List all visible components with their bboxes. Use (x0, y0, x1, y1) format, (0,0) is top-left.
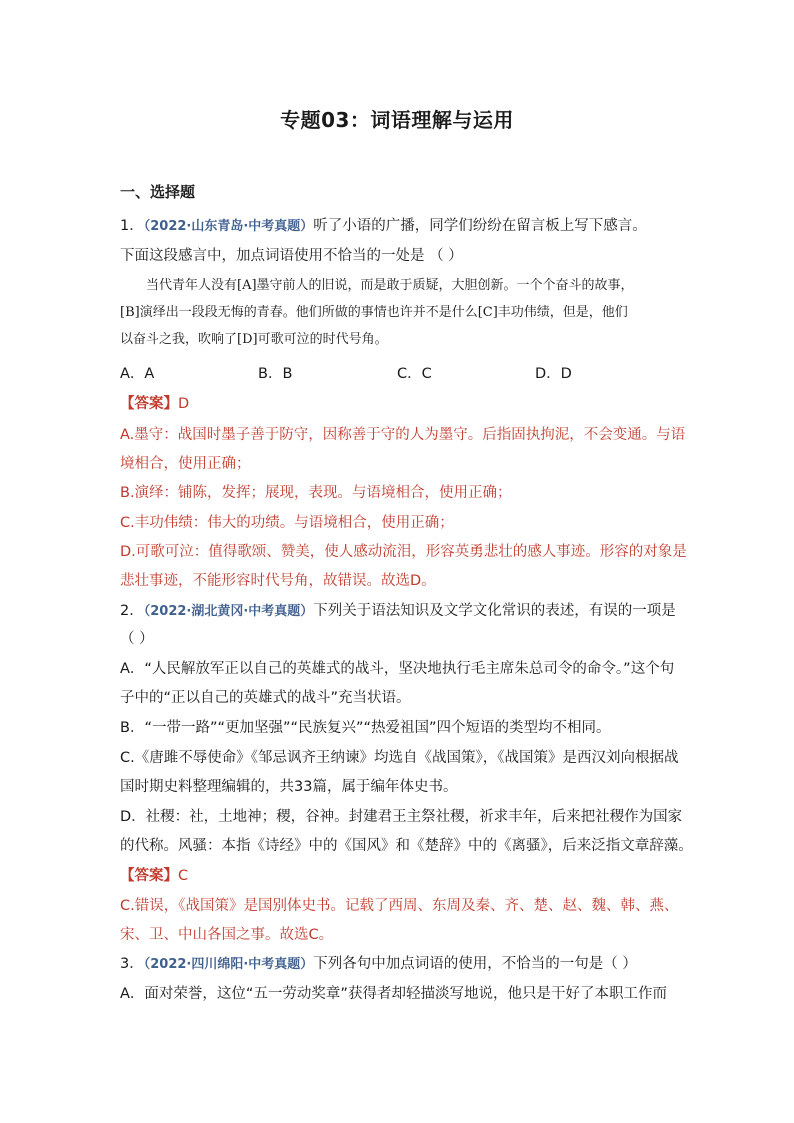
analysis-line: B.演绎：铺陈，发挥；展现，表现。与语境相合，使用正确； (120, 485, 512, 501)
answer-label: 【答案】 (120, 868, 178, 884)
analysis-line: C.丰功伟绩：伟大的功绩。与语境相合，使用正确； (120, 515, 454, 531)
option-c: C．C (397, 366, 432, 382)
question-2-stem-2: （ ） (120, 631, 154, 647)
question-1-stem-2: 下面这段感言中，加点词语使用不恰当的一处是 （ ） (120, 248, 463, 264)
option-line: B．“一带一路”“更加坚强”“民族复兴”“热爱祖国”四个短语的类型均不相同。 (120, 720, 611, 736)
question-2-stem (120, 601, 676, 622)
analysis-line: 境相合，使用正确； (120, 456, 251, 472)
analysis-line: C.错误，《战国策》是国别体史书。记载了西周、东周及秦、齐、楚、赵、魏、韩、燕、 (120, 898, 679, 914)
option-b: B．B (258, 366, 293, 382)
analysis-line: 宋、卫、中山各国之事。故选C。 (120, 927, 334, 943)
question-number: 1． (120, 218, 144, 234)
question-3-stem (120, 954, 637, 975)
answer-value: D (178, 396, 190, 412)
passage-line: 当代青年人没有[A]墨守前人的旧说，而是敢于质疑，大胆创新。一个个奋斗的故事， (146, 278, 634, 293)
answer-label: 【答案】 (120, 396, 178, 412)
analysis-line: A.墨守：战国时墨子善于防守，因称善于守的人为墨守。后指固执拘泥，不会变通。与语 (120, 427, 686, 443)
option-line: A．“人民解放军正以自己的英雄式的战斗，坚决地执行毛主席朱总司令的命令。”这个句 (120, 661, 675, 677)
question-number: 3． (120, 956, 144, 972)
answer-line (120, 866, 188, 886)
passage-line: 以奋斗之我，吹响了[D]可歌可泣的时代号角。 (120, 332, 388, 347)
answer-value: C (178, 868, 189, 884)
question-number: 2． (120, 603, 144, 619)
option-line: C.《唐雎不辱使命》《邹忌讽齐王纳谏》均选自《战国策》，《战国策》是西汉刘向根据战 (120, 750, 679, 766)
question-text: 听了小语的广播，同学们纷纷在留言板上写下感言。 (313, 218, 647, 234)
question-source: （2022·湖北黄冈·中考真题） (143, 604, 314, 619)
question-source: （2022·山东青岛·中考真题） (143, 219, 314, 234)
analysis-line: 悲壮事迹，不能形容时代号角，故错误。故选D。 (120, 573, 436, 589)
option-line: 国时期史料整理编辑的，共33篇，属于编年体史书。 (120, 779, 458, 795)
option-line: 子中的“正以自己的英雄式的战斗”充当状语。 (120, 690, 411, 706)
option-line: 的代称。风骚：本指《诗经》中的《国风》和《楚辞》中的《离骚》，后来泛指文章辞藻。 (120, 838, 693, 854)
option-line: D．社稷：社，土地神；稷，谷神。封建君王主祭社稷，祈求丰年，后来把社稷作为国家 (120, 809, 683, 825)
option-d: D．D (535, 366, 572, 382)
section-heading: 一、选择题 (120, 183, 196, 201)
option-a: A．A (120, 366, 155, 382)
option-line: A．面对荣誉，这位“五一劳动奖章”获得者却轻描淡写地说，他只是干好了本职工作而 (120, 986, 667, 1002)
question-text: 下列各句中加点词语的使用，不恰当的一句是（ ） (313, 956, 637, 972)
analysis-line: D.可歌可泣：值得歌颂、赞美，使人感动流泪，形容英勇悲壮的感人事迹。形容的对象是 (120, 544, 687, 560)
question-source: （2022·四川绵阳·中考真题） (143, 957, 314, 972)
page-title: 专题03：词语理解与运用 (280, 108, 514, 132)
question-1-stem (120, 216, 647, 237)
answer-line (120, 394, 189, 414)
question-text: 下列关于语法知识及文学文化常识的表述，有误的一项是 (313, 603, 676, 619)
passage-line: [B]演绎出一段段无悔的青春。他们所做的事情也许并不是什么[C]丰功伟绩，但是，他们 (120, 305, 628, 320)
